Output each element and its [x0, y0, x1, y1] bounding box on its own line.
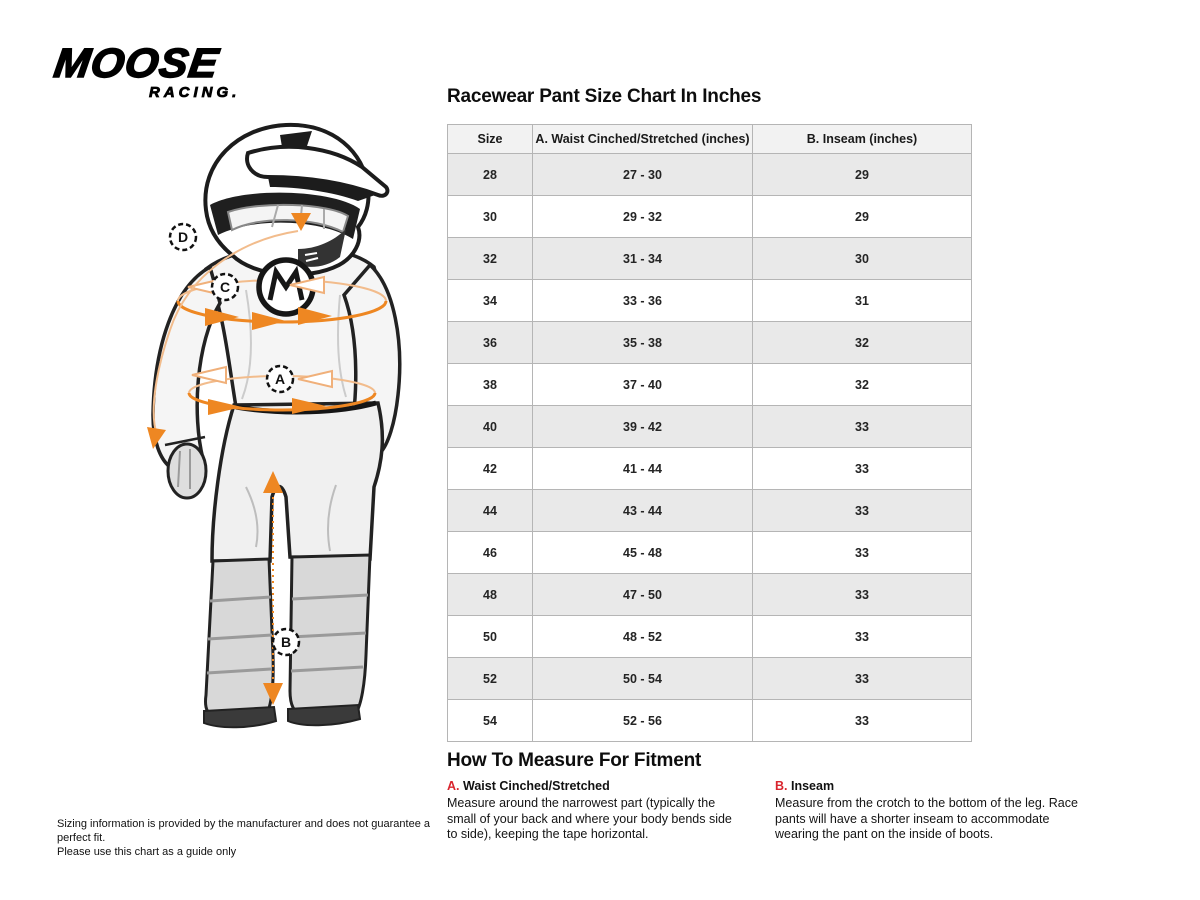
table-row: [448, 490, 972, 532]
table-cell: 28: [448, 154, 533, 196]
table-row: [448, 238, 972, 280]
measure-marker-a: [267, 366, 293, 392]
table-cell: 33: [753, 490, 972, 532]
table-cell: 33: [753, 448, 972, 490]
table-row: [448, 448, 972, 490]
logo-racing-text: RACING.: [149, 83, 241, 101]
table-cell: 52: [448, 658, 533, 700]
table-cell: 47 - 50: [533, 574, 753, 616]
measure-marker-b: [273, 629, 299, 655]
table-cell: 50: [448, 616, 533, 658]
svg-text:B: B: [280, 634, 292, 650]
rider-illustration: [40, 115, 445, 745]
column-header-waist: A. Waist Cinched/Stretched (inches): [533, 125, 753, 154]
table-cell: 48 - 52: [533, 616, 753, 658]
table-row: [448, 322, 972, 364]
table-cell: 33: [753, 532, 972, 574]
size-table-body: [448, 154, 972, 742]
table-row: [448, 154, 972, 196]
measure-inseam-title: [775, 779, 1091, 793]
measure-section-inseam: [775, 779, 1091, 843]
rider-measurement-figure: [40, 115, 445, 745]
table-row: [448, 196, 972, 238]
table-cell: 33 - 36: [533, 280, 753, 322]
measure-waist-text: Measure around the narrowest part (typically the small of your back and where your body bends side to side), keeping the tape horizontal.: [447, 796, 732, 841]
svg-text:A: A: [274, 371, 286, 387]
table-cell: 31: [753, 280, 972, 322]
table-row: [448, 700, 972, 742]
table-cell: 52 - 56: [533, 700, 753, 742]
table-header-row: [448, 125, 972, 154]
table-cell: 45 - 48: [533, 532, 753, 574]
table-row: [448, 406, 972, 448]
table-cell: 30: [448, 196, 533, 238]
table-cell: 33: [753, 700, 972, 742]
measure-inseam-text: Measure from the crotch to the bottom of the leg. Race pants will have a shorter inseam to accommodate wearing the pant on the inside of boots.: [775, 796, 1078, 841]
table-cell: 27 - 30: [533, 154, 753, 196]
measure-inseam-label: Inseam: [790, 779, 835, 793]
measure-waist-label: Waist Cinched/Stretched: [462, 779, 610, 793]
page-title: Racewear Pant Size Chart In Inches: [447, 86, 762, 107]
size-chart-table: [447, 124, 972, 742]
table-cell: 38: [448, 364, 533, 406]
disclaimer-line-2: Please use this chart as a guide only: [57, 846, 237, 858]
table-row: [448, 658, 972, 700]
measure-waist-title: [447, 779, 745, 793]
table-row: [448, 532, 972, 574]
table-row: [448, 364, 972, 406]
table-cell: 29: [753, 196, 972, 238]
table-cell: 46: [448, 532, 533, 574]
table-cell: 34: [448, 280, 533, 322]
table-cell: 44: [448, 490, 533, 532]
table-cell: 50 - 54: [533, 658, 753, 700]
measure-inseam-letter: B.: [775, 779, 788, 793]
measure-marker-d: [170, 224, 196, 250]
table-cell: 48: [448, 574, 533, 616]
measure-marker-c: [212, 274, 238, 300]
logo-moose-text: MOOSE: [51, 40, 222, 86]
table-cell: 54: [448, 700, 533, 742]
table-cell: 33: [753, 574, 972, 616]
table-cell: 39 - 42: [533, 406, 753, 448]
column-header-inseam: B. Inseam (inches): [753, 125, 972, 154]
table-cell: 35 - 38: [533, 322, 753, 364]
how-to-measure-heading: How To Measure For Fitment: [447, 750, 702, 771]
table-row: [448, 574, 972, 616]
table-row: [448, 616, 972, 658]
svg-text:C: C: [219, 279, 231, 295]
disclaimer-line-1: Sizing information is provided by the manufacturer and does not guarantee a perfect fit.: [57, 818, 431, 844]
table-cell: 37 - 40: [533, 364, 753, 406]
measure-section-waist: [447, 779, 745, 843]
table-cell: 42: [448, 448, 533, 490]
table-cell: 29: [753, 154, 972, 196]
table-row: [448, 280, 972, 322]
table-cell: 32: [753, 364, 972, 406]
table-cell: 30: [753, 238, 972, 280]
table-cell: 43 - 44: [533, 490, 753, 532]
table-cell: 33: [753, 406, 972, 448]
moose-racing-logo: [51, 40, 241, 101]
svg-text:D: D: [177, 229, 189, 245]
table-cell: 36: [448, 322, 533, 364]
table-cell: 33: [753, 658, 972, 700]
measure-waist-letter: A.: [447, 779, 460, 793]
table-cell: 33: [753, 616, 972, 658]
table-cell: 32: [753, 322, 972, 364]
table-cell: 29 - 32: [533, 196, 753, 238]
table-cell: 32: [448, 238, 533, 280]
sizing-disclaimer: [57, 817, 447, 859]
column-header-size: Size: [448, 125, 533, 154]
table-cell: 31 - 34: [533, 238, 753, 280]
table-cell: 41 - 44: [533, 448, 753, 490]
table-cell: 40: [448, 406, 533, 448]
